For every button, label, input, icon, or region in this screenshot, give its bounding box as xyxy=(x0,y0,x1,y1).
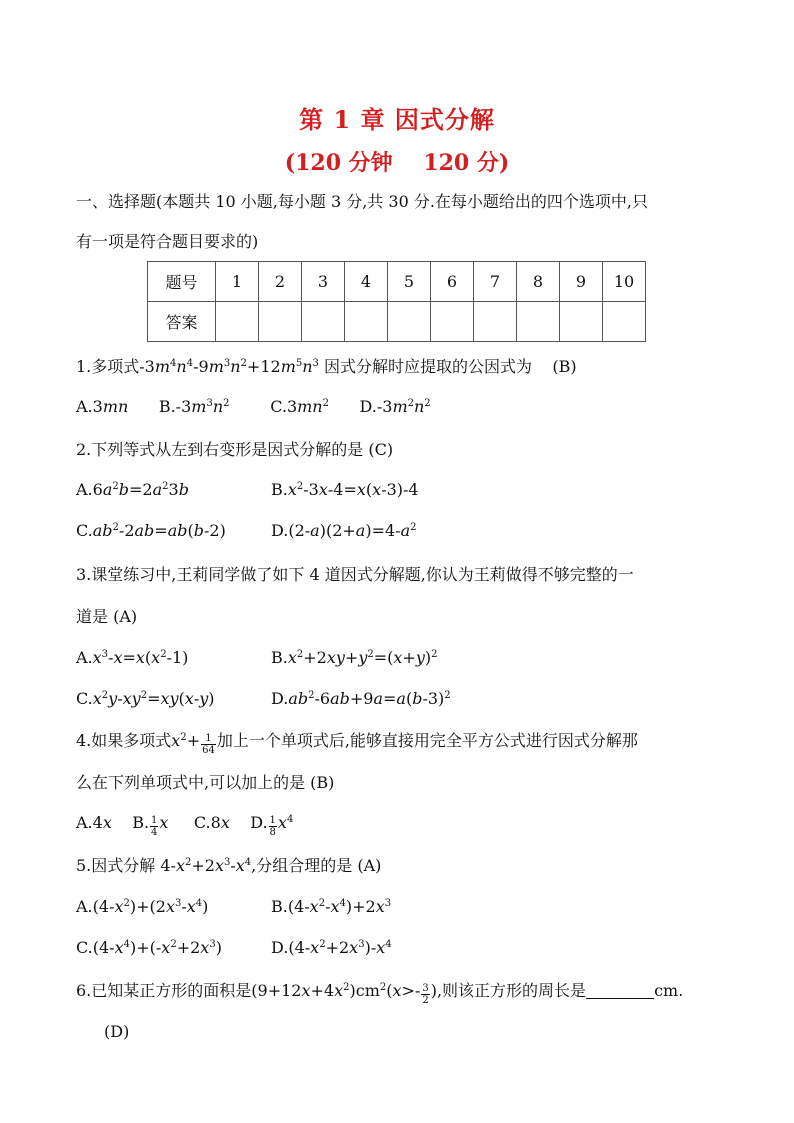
q6-stem-pre: 6.已知某正方形的面积是(9+12 xyxy=(76,981,302,1000)
answer-cell-3[interactable] xyxy=(302,302,345,342)
q2-option-d: $D.(2-a)(2+a)=4-a^2$ xyxy=(271,521,417,540)
question-1-answer: (B) xyxy=(552,357,577,376)
answer-cell-7[interactable] xyxy=(474,302,517,342)
time-score-subtitle: (120 分钟 120 分) xyxy=(284,150,510,176)
q6-unit: cm. xyxy=(654,981,684,1000)
q2-option-a: $A.6a^2b=2a^23b$ xyxy=(76,480,189,499)
table-header-number: 题号 xyxy=(148,262,216,302)
chapter-title: 第 1 章 因式分解 xyxy=(299,105,495,134)
q6-answer-blank[interactable] xyxy=(586,982,654,999)
answer-cell-6[interactable] xyxy=(431,302,474,342)
q1-option-c-label: C.3 xyxy=(270,397,298,416)
question-4-options: A.4x B. $\frac{1}{4}$ x C.8x D. $\frac{1}{8}$ $x^4$ xyxy=(76,813,294,838)
q5-option-d: $D.(4-x^2+2x^3)-x^4$ xyxy=(271,938,392,957)
question-4-stem-line1: 4.如果多项式$x^2+$ $\frac{1}{64}$ 加上一个单项式后,能够直接用完全平方公式进行因式分解那 xyxy=(76,731,638,756)
q2-option-b: $B.x^2-3x-4=x(x-3)-4$ xyxy=(271,480,419,499)
q4-stem-post: 加上一个单项式后,能够直接用完全平方公式进行因式分解那 xyxy=(216,731,638,750)
question-5-stem: 5.因式分解 $4-x^2+2x^3-x^4$,分组合理的是 (A) xyxy=(76,856,382,875)
table-number-2: 2 xyxy=(259,262,302,302)
q3-option-c: $C.x^2y-xy^2=xy(x-y)$ xyxy=(76,689,215,708)
question-2-stem: 2.下列等式从左到右变形是因式分解的是 (C) xyxy=(76,440,394,459)
question-6-stem: 6.已知某正方形的面积是$(9+12x+4x^2)cm^2(x>-$ $\frac{3}{2}$ ),则该正方形的周长是 cm. xyxy=(76,981,684,1006)
q5-option-a: $A.(4-x^2)+(2x^3-x^4)$ xyxy=(76,897,209,916)
section-instructions-line2: 有一项是符合题目要求的) xyxy=(76,232,259,251)
answer-table-answer-row xyxy=(148,302,646,342)
question-3-stem-line2: 道是 (A) xyxy=(76,607,138,626)
answer-table-number-row xyxy=(148,262,646,302)
table-number-10: 10 xyxy=(603,262,646,302)
q3-option-d: $D.ab^2-6ab+9a=a(b-3)^2$ xyxy=(271,689,451,708)
table-number-4: 4 xyxy=(345,262,388,302)
table-number-9: 9 xyxy=(560,262,603,302)
q5-stem-pre: 5.因式分解 4- xyxy=(76,856,176,875)
question-6-answer: (D) xyxy=(104,1022,130,1041)
table-number-8: 8 xyxy=(517,262,560,302)
table-number-1: 1 xyxy=(216,262,259,302)
q1-option-a-label: A.3 xyxy=(76,397,103,416)
answer-cell-1[interactable] xyxy=(216,302,259,342)
q1-option-d-label: D.-3 xyxy=(359,397,393,416)
answer-cell-8[interactable] xyxy=(517,302,560,342)
table-number-6: 6 xyxy=(431,262,474,302)
q1-option-b-label: B.-3 xyxy=(158,397,192,416)
q3-option-a: $A.x^3-x=x(x^2-1)$ xyxy=(76,648,189,667)
question-1-stem: 1.多项式$-3m^4n^4-9m^3n^2+12m^5n^3$ 因式分解时应提取的公因式为 (B) xyxy=(76,357,577,376)
answer-cell-4[interactable] xyxy=(345,302,388,342)
question-3-stem-line1: 3.课堂练习中,王莉同学做了如下 4 道因式分解题,你认为王莉做得不够完整的一 xyxy=(76,565,634,584)
q5-option-c: $C.(4-x^4)+(-x^2+2x^3)$ xyxy=(76,938,222,957)
q3-option-b: $B.x^2+2xy+y^2=(x+y)^2$ xyxy=(271,648,438,667)
section-instructions-line1: 一、选择题(本题共 10 小题,每小题 3 分,共 30 分.在每小题给出的四个选项中,只 xyxy=(76,192,649,211)
answer-cell-5[interactable] xyxy=(388,302,431,342)
question-4-stem-line2: 么在下列单项式中,可以加上的是 (B) xyxy=(76,773,335,792)
q6-stem-mid: ),则该正方形的周长是 xyxy=(430,981,587,1000)
q4-stem-pre: 4.如果多项式 xyxy=(76,731,172,750)
answer-cell-2[interactable] xyxy=(259,302,302,342)
table-number-5: 5 xyxy=(388,262,431,302)
table-header-answer: 答案 xyxy=(148,302,216,342)
table-number-7: 7 xyxy=(474,262,517,302)
q2-option-c: $C.ab^2-2ab=ab(b-2)$ xyxy=(76,521,226,540)
answer-cell-9[interactable] xyxy=(560,302,603,342)
answer-table xyxy=(147,261,646,342)
table-number-3: 3 xyxy=(302,262,345,302)
fraction-1-over-64: $\frac{1}{64}$ xyxy=(202,733,215,756)
fraction-3-over-2: $\frac{3}{2}$ xyxy=(422,983,429,1006)
q5-stem-post: ,分组合理的是 (A) xyxy=(251,856,382,875)
answer-cell-10[interactable] xyxy=(603,302,646,342)
q5-option-b: $B.(4-x^2-x^4)+2x^3$ xyxy=(271,897,392,916)
question-1-options: A.3mn $B.-3m^3n^2$ $C.3mn^2$ $D.-3m^2n^2$ xyxy=(76,397,431,416)
